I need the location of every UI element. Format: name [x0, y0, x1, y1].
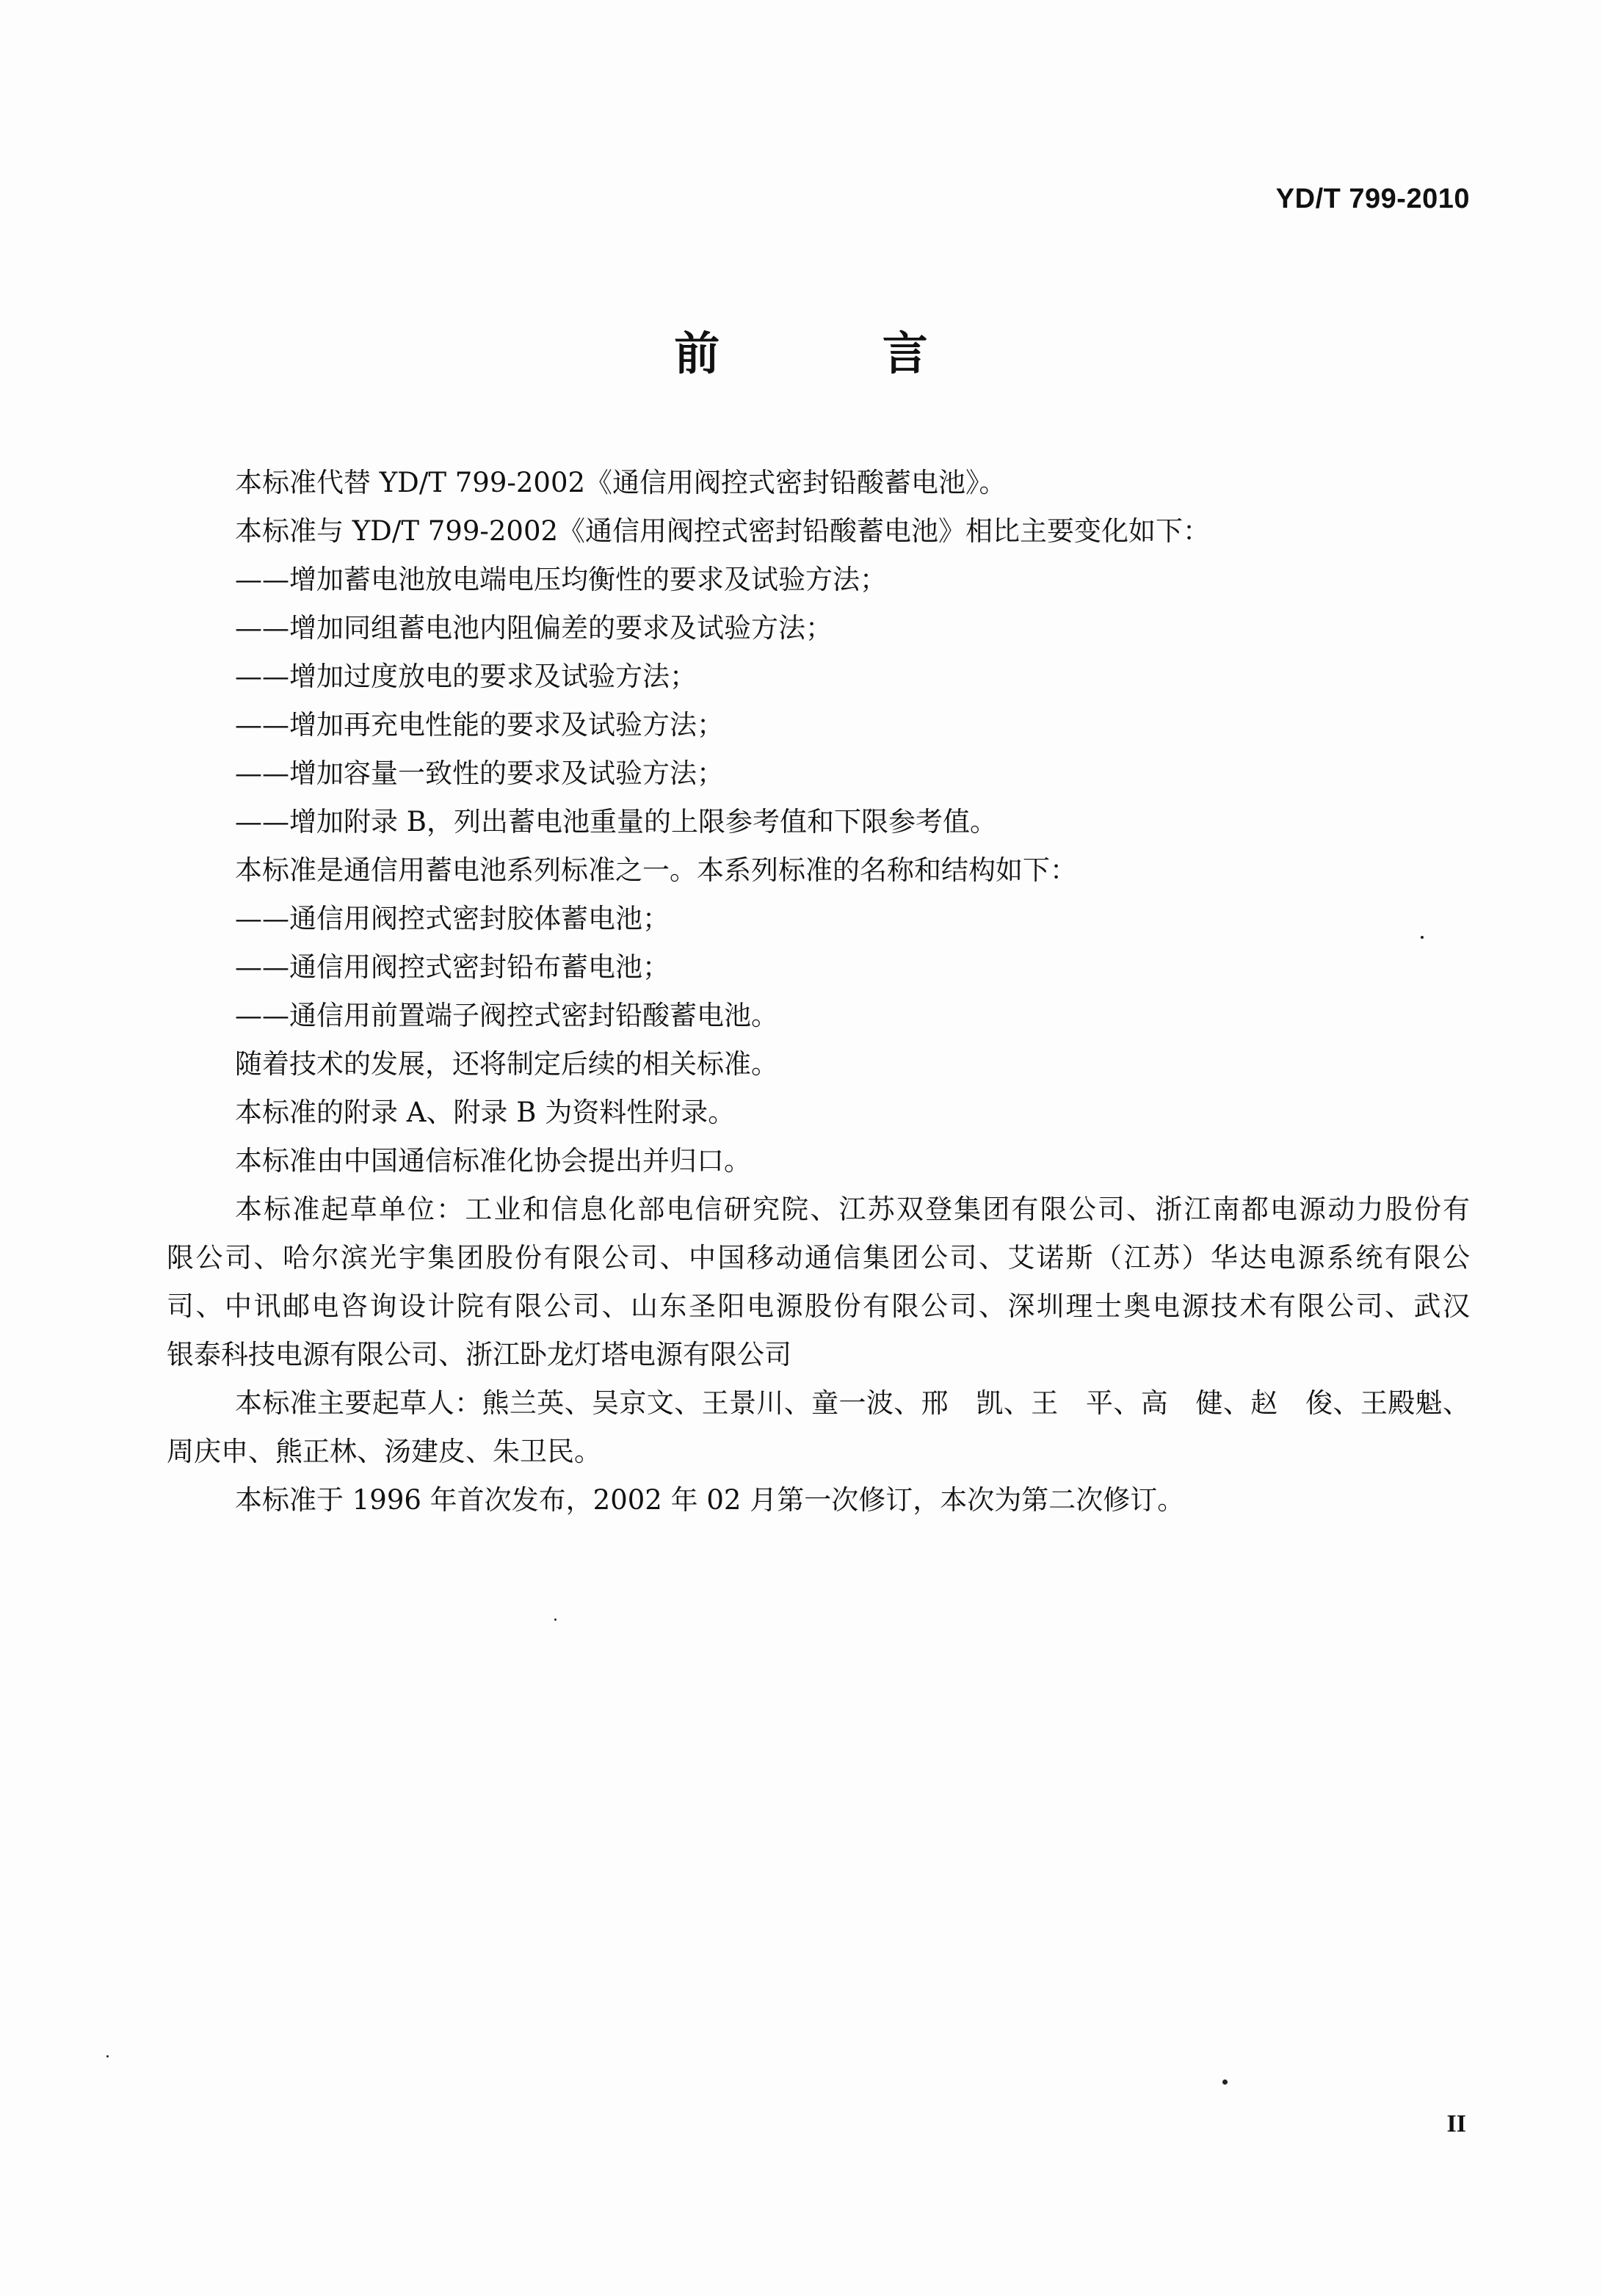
page-title: 前 言: [674, 327, 1001, 380]
paragraph: 本标准的附录 A、附录 B 为资料性附录。: [235, 1097, 736, 1128]
list-item: ——增加蓄电池放电端电压均衡性的要求及试验方法；: [235, 564, 887, 595]
list-item: ——增加容量一致性的要求及试验方法；: [235, 758, 724, 789]
scan-speck: [106, 2055, 109, 2057]
paragraph: 随着技术的发展，还将制定后续的相关标准。: [235, 1048, 778, 1080]
drafting-units-line: 司、中讯邮电咨询设计院有限公司、山东圣阳电源股份有限公司、深圳理士奥电源技术有限公司、武汉: [167, 1290, 1470, 1322]
scan-speck: [1222, 2079, 1228, 2085]
drafting-units-line: 限公司、哈尔滨光宇集团股份有限公司、中国移动通信集团公司、艾诺斯（江苏）华达电源系统有限公: [167, 1242, 1470, 1274]
paragraph: 本标准与 YD/T 799-2002《通信用阀控式密封铅酸蓄电池》相比主要变化如下：: [235, 515, 1211, 547]
list-item: ——增加同组蓄电池内阻偏差的要求及试验方法；: [235, 612, 833, 644]
paragraph: 本标准是通信用蓄电池系列标准之一。本系列标准的名称和结构如下：: [235, 854, 1077, 886]
drafting-units-line: 本标准起草单位：工业和信息化部电信研究院、江苏双登集团有限公司、浙江南都电源动力股份有: [235, 1194, 1470, 1225]
drafters-line: 本标准主要起草人：熊兰英、吴京文、王景川、童一波、邢 凯、王 平、高 健、赵 俊、王殿魁、: [235, 1387, 1470, 1419]
paragraph: 本标准代替 YD/T 799-2002《通信用阀控式密封铅酸蓄电池》。: [235, 467, 1007, 498]
drafting-units-line: 银泰科技电源有限公司、浙江卧龙灯塔电源有限公司: [167, 1339, 791, 1370]
list-item: ——通信用阀控式密封胶体蓄电池；: [235, 903, 670, 934]
scan-speck: [554, 1619, 557, 1621]
page-number: II: [1446, 2110, 1466, 2137]
list-item: ——增加过度放电的要求及试验方法；: [235, 661, 697, 692]
list-item: ——增加附录 B，列出蓄电池重量的上限参考值和下限参考值。: [235, 806, 997, 838]
standard-code: YD/T 799-2010: [1275, 184, 1470, 214]
drafters-line: 周庆申、熊正林、汤建皮、朱卫民。: [167, 1436, 601, 1467]
scan-speck: [1421, 936, 1424, 939]
revision-history: 本标准于 1996 年首次发布，2002 年 02 月第一次修订，本次为第二次修订。: [235, 1484, 1185, 1516]
list-item: ——通信用阀控式密封铅布蓄电池；: [235, 951, 670, 983]
paragraph: 本标准由中国通信标准化协会提出并归口。: [235, 1145, 751, 1177]
list-item: ——通信用前置端子阀控式密封铅酸蓄电池。: [235, 1000, 778, 1031]
list-item: ——增加再充电性能的要求及试验方法；: [235, 709, 724, 741]
preface-body: [167, 459, 1470, 1525]
